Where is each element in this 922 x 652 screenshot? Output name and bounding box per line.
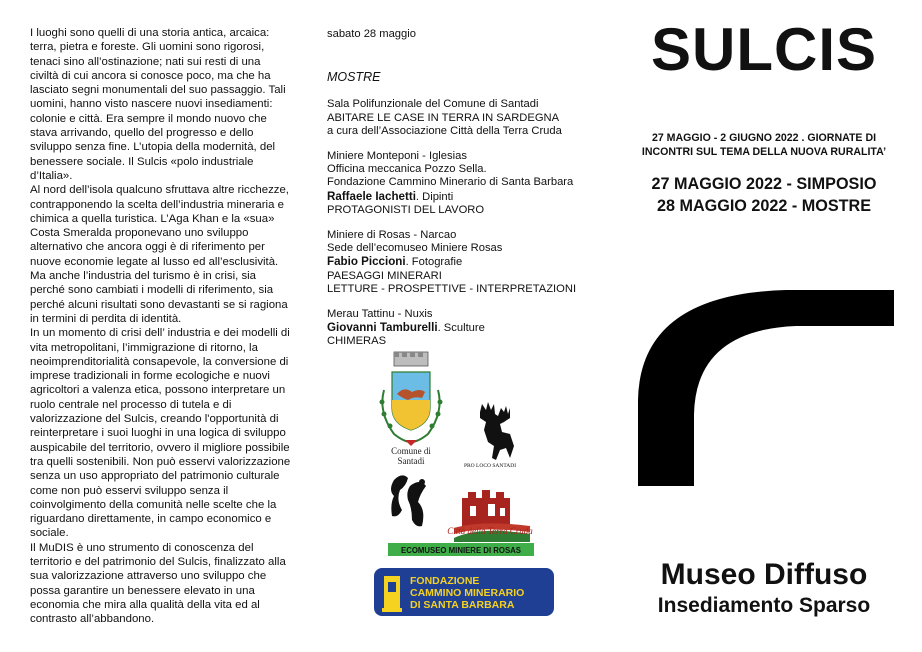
event-subtitle-line-2: INCONTRI SUL TEMA DELLA NUOVA RURALITA’ (641, 146, 887, 158)
artist-medium: . Sculture (437, 322, 485, 335)
exhibit-block-3 (327, 229, 597, 296)
event-dates (626, 173, 902, 217)
artist-name: Giovanni Tamburelli (327, 321, 438, 335)
page-title: SULCIS (650, 16, 878, 83)
event-subtitle-line-1: 27 MAGGIO - 2 GIUGNO 2022 . GIORNATE DI (651, 132, 877, 144)
mine-tower-icon (382, 576, 402, 612)
program-column (327, 28, 597, 361)
exhibit-organizer: Fondazione Cammino Minerario di Santa Barbara (327, 176, 574, 189)
intro-text-column (30, 26, 292, 626)
exhibit-venue: Officina meccanica Pozzo Sella. (327, 163, 487, 176)
exhibit-title: ABITARE LE CASE IN TERRA IN SARDEGNA (327, 111, 560, 124)
fondazione-label-1: FONDAZIONE (410, 575, 480, 587)
intro-paragraph-1: I luoghi sono quelli di una storia antica, arcaica: terra, pietra e foreste. Gli uomini sono rigorosi, tenaci sino all’ostinazione; nati sui resti di una civiltà di cui ancora si conosce poco, ma che ha lasciato segni monumentali del suo passaggio. Tali uomini, hanno visto nascere nuovi insediamenti: colonie e città. Era sempre il mondo nuovo che stava arrivando, quello del progresso e dello sviluppo senza fine. L’utopia della modernità, del benessere sociale. Il Sulcis «polo industriale d’Italia». (30, 27, 286, 182)
exhibit-title: PROTAGONISTI DEL LAVORO (327, 203, 485, 216)
ecomuseo-label: ECOMUSEO MINIERE DI ROSAS (401, 546, 521, 555)
exhibit-block-1 (327, 98, 597, 138)
fondazione-label-2: CAMMINO MINERARIO (410, 587, 525, 599)
artist-medium: . Fotografie (405, 256, 463, 269)
exhibit-artist-line (327, 321, 597, 335)
museum-name-line-1: Museo Diffuso (660, 558, 868, 591)
exhibit-title: CHIMERAS (327, 335, 387, 348)
exhibit-venue: Sala Polifunzionale del Comune di Santadi (327, 98, 539, 111)
climbers-icon (391, 475, 426, 526)
exhibit-title: PAESAGGI MINERARI (327, 269, 442, 282)
date-mostre: 28 MAGGIO 2022 - MOSTRE (656, 197, 872, 215)
exhibit-artist-line (327, 255, 597, 269)
comune-santadi-crest-icon (380, 352, 443, 446)
exhibit-curator: a cura dell’Associazione Città della Terra Cruda (327, 124, 562, 137)
museum-name (626, 557, 902, 619)
terra-cruda-label: Città della Terra Cruda (447, 526, 533, 536)
date-simposio: 27 MAGGIO 2022 - SIMPOSIO (651, 175, 877, 193)
sponsor-logos (370, 350, 560, 630)
section-title-mostre: MOSTRE (327, 70, 381, 85)
intro-paragraph-3: In un momento di crisi dell’ industria e dei modelli di vita metropolitani, l’immigrazione di ritorno, la neoimprenditorialità consapevole, la conversione di imprese tradizionali in forme ecologiche e nuovi agricoltori a valenza etica, possono interpretare un ruolo centrale nel processo di tutela e di valorizzazione del Sulcis, creando l'opportunità di reinterpretare i suoi luoghi in una logica di sviluppo auspicabile del territorio, ovvero il migliore possibile tra quelli sostenibili. Non può esservi valorizzazione senza un uso appropriato del patrimonio culturale come non può esservi sviluppo senza il coinvolgimento della comunità nelle scelte che la riguardano direttamente, in campo economico e sociale. (30, 327, 291, 540)
comune-label-1: Comune di (391, 446, 431, 456)
exhibit-block-4 (327, 308, 597, 349)
exhibit-location: Merau Tattinu - Nuxis (327, 308, 433, 321)
pro-loco-label: PRO LOCO SANTADI (463, 463, 517, 469)
fondazione-label-3: DI SANTA BARBARA (410, 599, 515, 611)
exhibit-location: Miniere Monteponi - Iglesias (327, 150, 467, 163)
exhibit-location: Miniere di Rosas - Narcao (327, 229, 457, 242)
event-subtitle (626, 131, 902, 159)
exhibit-block-2 (327, 150, 597, 217)
artist-name: Fabio Piccioni (327, 255, 406, 269)
artist-name: Raffaele Iachetti (327, 189, 416, 203)
exhibit-artist-line (327, 190, 597, 204)
program-date: sabato 28 maggio (327, 28, 416, 40)
museum-name-line-2: Insediamento Sparso (657, 594, 871, 617)
intro-paragraph-2: Al nord dell’isola qualcuno sfruttava altre ricchezze, contrapponendo la scelta dell’industria mineraria e chimica a quella turistica. L’Aga Khan e la «sua» Costa Smeralda proponevano uno sviluppo alternativo che ancora oggi è di riferimento per nuove economie legate al lusso ed all’esclusività. Ma anche l’industria del turismo è in crisi, sia perché sono cambiati i modelli di riferimento, sia perché alcuni risultati sono devastanti se si ragiona in termini di perdita di identità. (30, 184, 289, 325)
intro-paragraph-4: Il MuDIS è uno strumento di conoscenza del territorio e del patrimonio del Sulcis, finalizzato alla sua valorizzazione attraverso uno sviluppo che possa garantire un benessere elevato in una economia che mira alla qualità della vita ed al contrasto all’abbandono. (30, 541, 286, 626)
exhibit-subtitle: LETTURE - PROSPETTIVE - INTERPRETAZIONI (327, 282, 577, 295)
deer-icon (480, 402, 514, 460)
mudis-c-logo-icon (636, 290, 898, 486)
exhibit-venue: Sede dell’ecomuseo Miniere Rosas (327, 242, 503, 255)
comune-label-2: Santadi (397, 456, 425, 466)
artist-medium: . Dipinti (415, 190, 454, 203)
